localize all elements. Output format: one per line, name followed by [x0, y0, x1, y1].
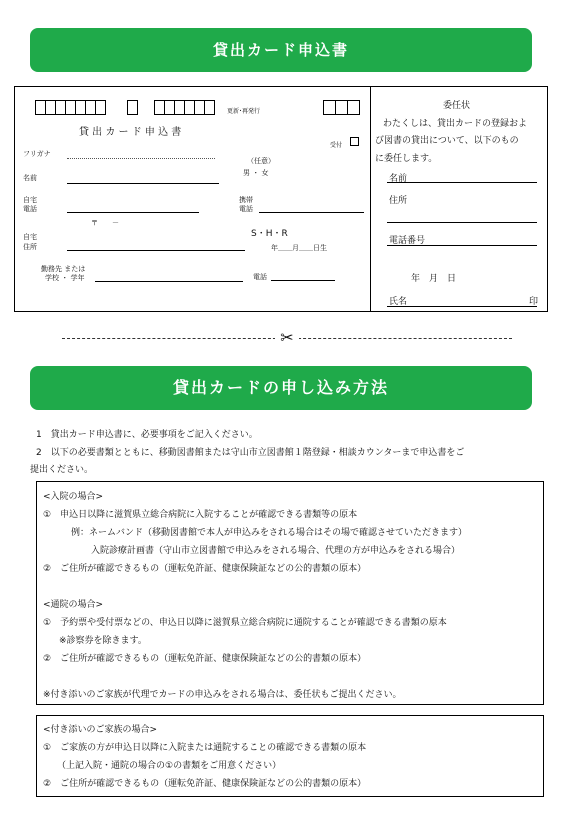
mobile-input-line[interactable] [259, 212, 364, 213]
proxy-phone-line[interactable] [387, 245, 537, 246]
mobile-label-1: 携帯 [239, 196, 253, 204]
form-title: 貸 出 カ ー ド 申 込 書 [79, 127, 182, 138]
home-phone-input-line[interactable] [67, 212, 199, 213]
proxy-address-label: 住所 [389, 196, 408, 206]
outpatient-item-2: ② ご住所が確認できるもの（運転免許証、健康保険証などの公的書類の原本） [43, 654, 367, 664]
inpatient-item-1: ① 申込日以降に滋賀県立総合病院に入院することが確認できる書類等の原本 [43, 510, 358, 520]
proxy-name-label: 名前 [389, 174, 408, 184]
family-title: <付き添いのご家族の場合> [43, 725, 158, 735]
proxy-signature-label: 氏名 [389, 297, 408, 307]
gender-field[interactable]: 男 ・ 女 [243, 169, 269, 177]
name-label: 名前 [23, 174, 37, 182]
scissors-icon: ✂ [275, 328, 299, 348]
proxy-title: 委任状 [443, 101, 471, 111]
application-form [14, 86, 371, 312]
update-label: 更新･再発行 [227, 108, 261, 115]
inpatient-item-2: ② ご住所が確認できるもの（運転免許証、健康保険証などの公的書類の原本） [43, 564, 367, 574]
name-input-line[interactable] [67, 183, 219, 184]
family-item-2: ② ご住所が確認できるもの（運転免許証、健康保険証などの公的書類の原本） [43, 779, 367, 789]
inpatient-example-1: 例：ネームバンド（移動図書館で本人が申込みをされる場合はその場で確認させていただきます） [71, 528, 468, 538]
home-phone-label-2: 電話 [23, 205, 37, 213]
proxy-name-line[interactable] [387, 182, 537, 183]
seal-label: 印 [529, 297, 539, 307]
proxy-signature-line[interactable] [387, 306, 537, 307]
proxy-text-2: び図書の貸出について、以下のもの [375, 136, 519, 146]
outpatient-title: <通院の場合> [43, 600, 104, 610]
card-number-boxes-2[interactable] [154, 100, 214, 115]
workplace-label-2: 学校 ・ 学年 [45, 274, 85, 282]
proxy-date[interactable]: 年 月 日 [411, 274, 457, 284]
optional-label: （任意） [247, 157, 275, 165]
proxy-phone-label: 電話番号 [389, 236, 426, 246]
instructions-banner: 貸出カードの申し込み方法 [30, 366, 532, 410]
check-digit-box[interactable] [127, 100, 137, 115]
step-2-line-1: 2 以下の必要書類とともに、移動図書館または守山市立図書館１階登録・相談カウンターまで申込書をご [36, 448, 465, 458]
proxy-text-3: に委任します。 [375, 154, 438, 164]
home-phone-label-1: 自宅 [23, 196, 37, 204]
postal-mark[interactable]: 〒 － [91, 219, 119, 227]
proxy-text-1: わたくしは、貸出カードの登録およ [383, 119, 528, 129]
status-boxes[interactable] [323, 100, 359, 115]
outpatient-item-1: ① 予約票や受付票などの、申込日以降に滋賀県立総合病院に通院することが確認できる書類の原本 [43, 618, 447, 628]
birthdate-field[interactable]: 年＿＿月＿＿日生 [271, 244, 327, 252]
step-1: 1 貸出カード申込書に、必要事項をご記入ください。 [36, 430, 258, 440]
proxy-address-line[interactable] [387, 222, 537, 223]
address-label-2: 住所 [23, 243, 37, 251]
address-input-line[interactable] [67, 250, 245, 251]
required-documents-box [36, 481, 544, 705]
proxy-note: ※付き添いのご家族が代理でカードの申込みをされる場合は、委任状もご提出ください。 [43, 690, 402, 700]
era-field[interactable]: S・H・R [251, 229, 288, 239]
step-2-line-2: 提出ください。 [30, 465, 94, 475]
form-title-banner: 貸出カード申込書 [30, 28, 532, 72]
workplace-input-line[interactable] [95, 281, 243, 282]
address-label-1: 自宅 [23, 233, 37, 241]
family-documents-box [36, 715, 544, 797]
family-item-1: ① ご家族の方が申込日以降に入院または通院することの確認できる書類の原本 [43, 743, 367, 753]
accepted-checkbox[interactable] [350, 137, 359, 146]
work-phone-input-line[interactable] [271, 280, 335, 281]
work-phone-label: 電話 [253, 273, 267, 281]
accepted-label: 受付 [330, 142, 343, 149]
outpatient-item-1-note: ※診察券を除きます。 [59, 636, 147, 646]
inpatient-title: <入院の場合> [43, 492, 104, 502]
family-item-1-note: （上記入院・通院の場合の①の書類をご用意ください） [57, 761, 282, 771]
furigana-label: フリガナ [23, 150, 51, 158]
proxy-form [370, 86, 548, 312]
mobile-label-2: 電話 [239, 205, 253, 213]
card-number-boxes[interactable] [35, 100, 105, 115]
workplace-label-1: 勤務先 または [41, 265, 86, 273]
inpatient-example-2: 入院診療計画書（守山市立図書館で申込みをされる場合、代理の方が申込みをされる場合） [91, 546, 461, 556]
